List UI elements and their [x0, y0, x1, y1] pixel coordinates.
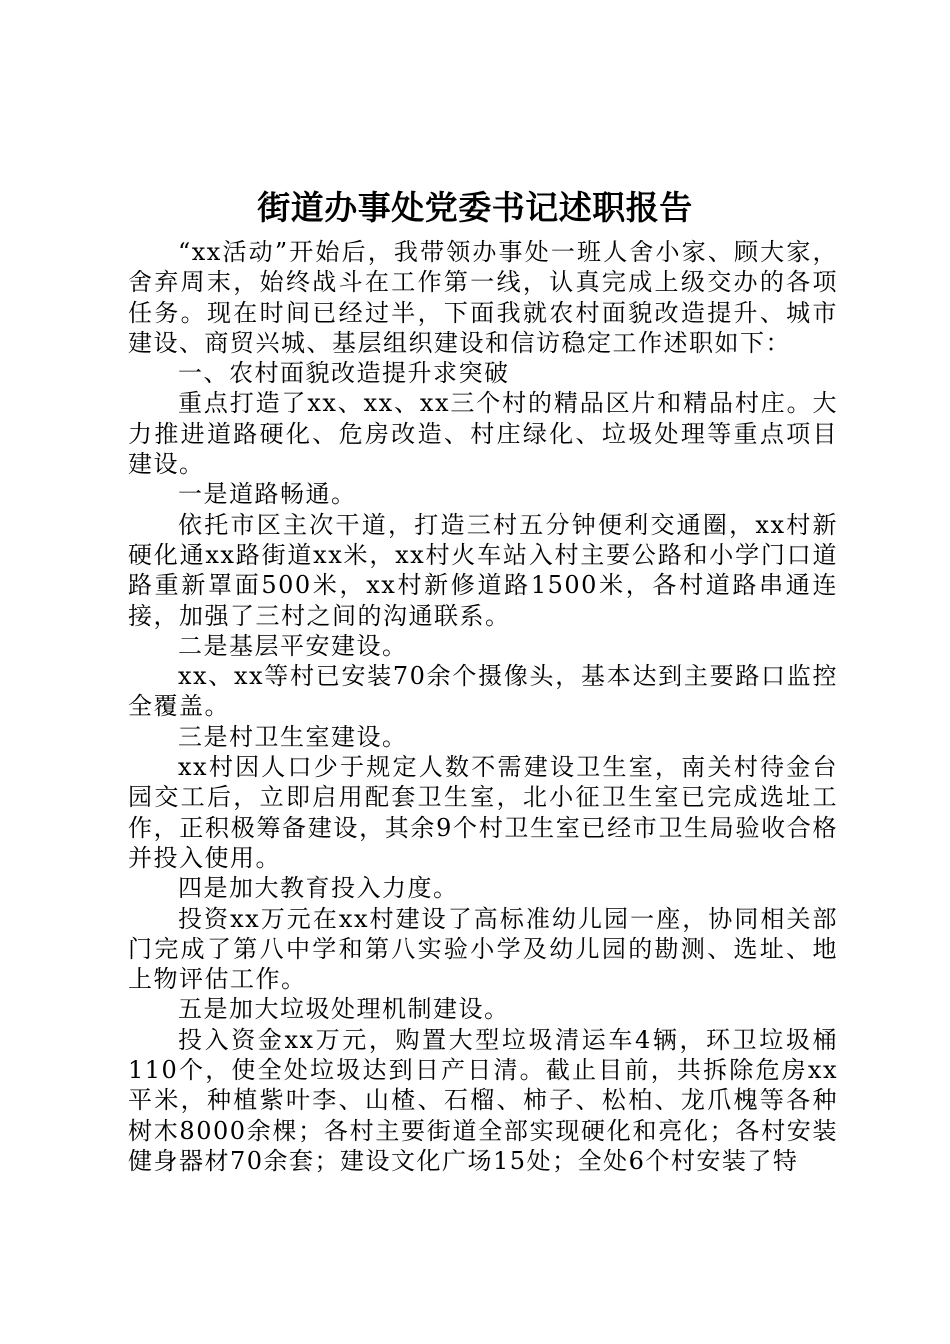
document-title: 街道办事处党委书记述职报告	[257, 188, 693, 227]
paragraph-intro: “xx活动”开始后，我带领办事处一班人舍小家、顾大家，舍弃周末，始终战斗在工作第一线，认真完成上级交办的各项任务。现在时间已经过半，下面我就农村面貌改造提升、城市建设、商贸兴城、基层组织建设和信访稳定工作述职如下：	[128, 238, 838, 357]
paragraph: 重点打造了xx、xx、xx三个村的精品区片和精品村庄。大力推进道路硬化、危房改造、村庄绿化、垃圾处理等重点项目建设。	[128, 389, 838, 479]
paragraph: xx、xx等村已安装70余个摄像头，基本达到主要路口监控全覆盖。	[128, 662, 838, 721]
subheading: 三是村卫生室建设。	[178, 722, 408, 751]
subheading: 二是基层平安建设。	[178, 631, 408, 660]
paragraph: 依托市区主次干道，打造三村五分钟便利交通圈，xx村新硬化通xx路街道xx米，xx村火车站入村主要公路和小学门口道路重新罩面500米，xx村新修道路1500米，各村道路串通连接，加强了三村之间的沟通联系。	[128, 510, 838, 630]
subheading: 一是道路畅通。	[178, 480, 357, 509]
paragraph: xx村因人口少于规定人数不需建设卫生室，南关村待金台园交工后，立即启用配套卫生室，北小征卫生室已完成选址工作，正积极筹备建设，其余9个村卫生室已经市卫生局验收合格并投入使用。	[128, 753, 838, 872]
paragraph: 投资xx万元在xx村建设了高标准幼儿园一座，协同相关部门完成了第八中学和第八实验小学及幼儿园的勘测、选址、地上物评估工作。	[128, 904, 838, 994]
subheading: 五是加大垃圾处理机制建设。	[178, 995, 510, 1024]
paragraph: 投入资金xx万元，购置大型垃圾清运车4辆，环卫垃圾桶110个，使全处垃圾达到日产日清。截止目前，共拆除危房xx平米，种植紫叶李、山楂、石榴、柿子、松柏、龙爪槐等各种树木8000余棵；各村主要街道全部实现硬化和亮化；各村安装健身器材70余套；建设文化广场15处；全处6个村安装了特	[128, 1025, 838, 1175]
subheading: 四是加大教育投入力度。	[178, 874, 459, 903]
section-heading: 一、农村面貌改造提升求突破	[178, 359, 510, 388]
document-body	[128, 237, 838, 1176]
